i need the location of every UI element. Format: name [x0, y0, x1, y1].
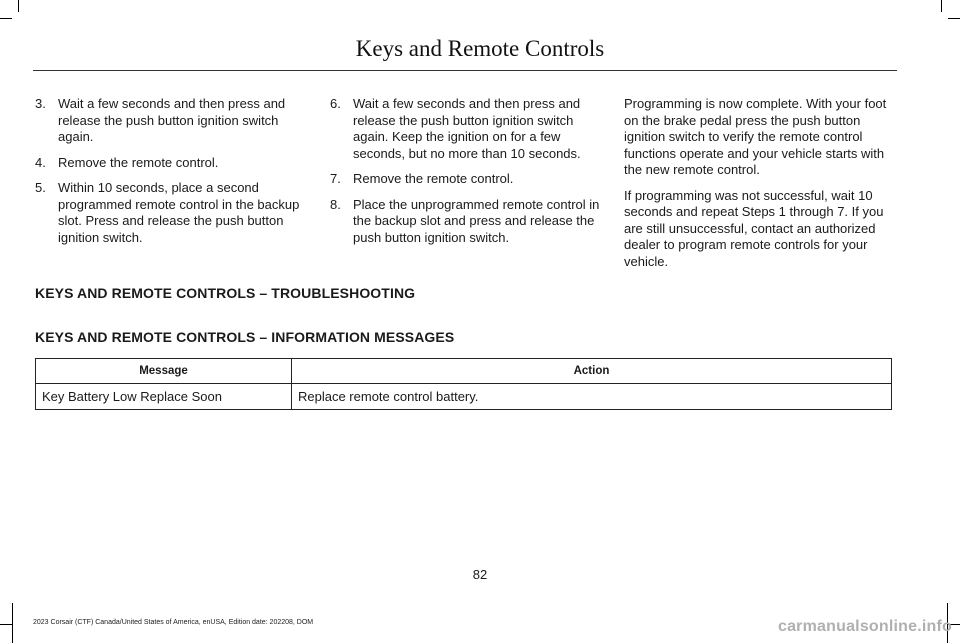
- crop-mark: [0, 624, 12, 625]
- step-number: 6.: [330, 96, 341, 111]
- page-title: Keys and Remote Controls: [355, 36, 605, 61]
- paragraph: Programming is now complete. With your foot on the brake pedal press the push button ignition switch to verify the remote control functions operate and your vehicle starts with the new remote control.: [624, 96, 887, 177]
- header-divider: [33, 70, 897, 71]
- paragraph: If programming was not successful, wait 10 seconds and repeat Steps 1 through 7. If you are still unsuccessful, contact an authorized dealer to program remote controls for your vehicle.: [624, 187, 884, 269]
- step-list: [330, 96, 602, 246]
- table-cell-action: Replace remote control battery.: [292, 384, 892, 410]
- section-heading-troubleshooting: KEYS AND REMOTE CONTROLS – TROUBLESHOOTING: [35, 285, 416, 301]
- step-number: 4.: [35, 154, 46, 170]
- table-row: [36, 384, 892, 410]
- step-number: 5.: [35, 180, 46, 195]
- crop-mark: [0, 18, 12, 19]
- step-text: Wait a few seconds and then press and release the push button ignition switch again.: [58, 96, 286, 144]
- table-header-row: [36, 359, 892, 384]
- list-item: [330, 171, 602, 188]
- step-text: Remove the remote control.: [353, 171, 514, 186]
- step-number: 3.: [35, 96, 46, 111]
- text-column-1: [35, 96, 303, 255]
- list-item: [35, 96, 303, 146]
- column-header-action: Action: [292, 359, 892, 384]
- edition-footer: 2023 Corsair (CTF) Canada/United States of America, enUSA, Edition date: 202208, DOM: [33, 619, 314, 626]
- watermark: carmanualsonline.info: [777, 618, 952, 635]
- information-messages-table: [35, 358, 892, 410]
- column-header-message: Message: [36, 359, 292, 384]
- step-number: 7.: [330, 171, 341, 186]
- text-column-2: [330, 96, 602, 255]
- step-text: Within 10 seconds, place a second programmed remote control in the backup slot. Press and release the push button ignition switch.: [58, 180, 300, 245]
- crop-mark: [18, 0, 19, 12]
- crop-mark: [948, 18, 960, 19]
- section-heading-information-messages: KEYS AND REMOTE CONTROLS – INFORMATION MESSAGES: [35, 329, 455, 345]
- list-item: [330, 197, 602, 247]
- step-text: Wait a few seconds and then press and release the push button ignition switch again. Keep the ignition on for a few seconds, but no more than 10 seconds.: [353, 96, 581, 161]
- page-number: 82: [472, 567, 488, 582]
- step-text: Place the unprogrammed remote control in the backup slot and press and release the push button ignition switch.: [353, 196, 600, 245]
- list-item: [35, 155, 303, 172]
- text-column-3: [624, 96, 896, 279]
- step-list: [35, 96, 303, 246]
- crop-mark: [12, 603, 13, 643]
- list-item: [330, 96, 602, 162]
- crop-mark: [941, 0, 942, 12]
- table-cell-message: Key Battery Low Replace Soon: [36, 384, 292, 410]
- list-item: [35, 180, 303, 246]
- step-number: 8.: [330, 196, 341, 212]
- step-text: Remove the remote control.: [58, 154, 219, 170]
